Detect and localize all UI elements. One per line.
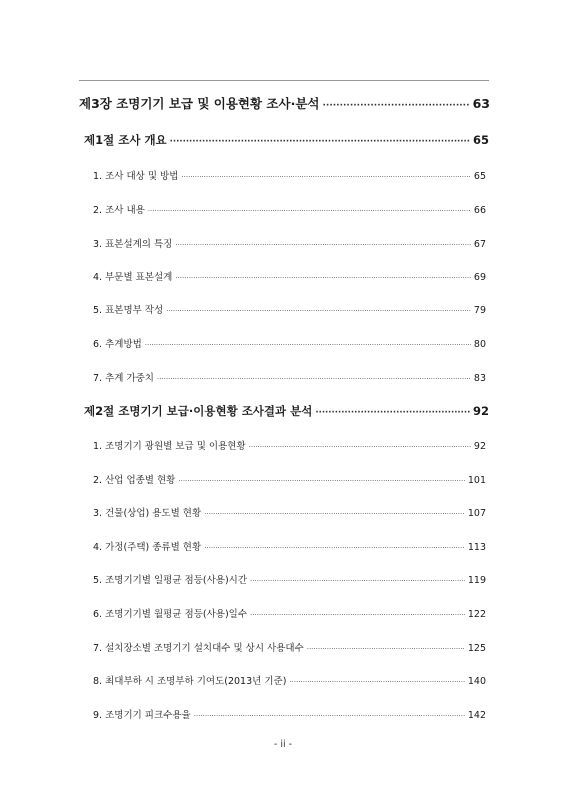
toc-chapter-3[interactable] [79,94,490,112]
item-page: 101 [467,475,486,486]
item-title: 5. 조명기기별 일평균 점등(사용)시간 [93,575,248,586]
dot-leader [204,511,465,518]
item-title: 4. 가정(주택) 종류별 현황 [93,542,202,553]
dot-leader [175,242,471,249]
toc-item[interactable] [93,673,486,687]
item-page: 67 [473,239,486,250]
toc-item[interactable] [93,302,486,316]
item-title: 9. 조명기기 피크수용율 [93,710,191,721]
item-page: 80 [473,339,486,350]
item-title: 1. 조사 대상 및 방법 [93,171,179,182]
dot-leader [289,679,464,686]
item-title: 3. 건물(상업) 용도별 현황 [93,508,202,519]
dot-leader [181,174,471,181]
item-page: 69 [473,272,486,283]
toc-item[interactable] [93,572,486,586]
toc-item[interactable] [93,707,486,721]
section-title: 제2절 조명기기 보급·이용현황 조사결과 분석 [84,404,313,418]
toc-item[interactable] [93,269,486,283]
item-title: 4. 부문별 표본설계 [93,272,173,283]
section-page: 65 [472,133,489,147]
item-title: 7. 추계 가중치 [93,373,154,384]
toc-section-2[interactable] [84,403,489,419]
item-page: 92 [473,441,486,452]
item-page: 66 [473,205,486,216]
item-page: 119 [467,575,486,586]
item-title: 6. 추계방법 [93,339,142,350]
item-page: 140 [467,676,486,687]
toc-item[interactable] [93,606,486,620]
dot-leader [178,478,464,485]
item-title: 7. 설치장소별 조명기기 설치대수 및 상시 사용대수 [93,643,304,654]
chapter-title: 제3장 조명기기 보급 및 이용현황 조사·분석 [79,96,320,111]
item-title: 2. 산업 업종별 현황 [93,475,176,486]
dot-leader [194,713,465,720]
toc-item[interactable] [93,336,486,350]
toc-item[interactable] [93,505,486,519]
item-page: 122 [467,609,486,620]
toc-item[interactable] [93,438,486,452]
dot-leader [315,409,470,418]
toc-item[interactable] [93,370,486,384]
section-title: 제1절 조사 개요 [84,133,167,147]
dot-leader [157,376,471,383]
dot-leader [250,578,465,585]
toc-item[interactable] [93,202,486,216]
item-page: 65 [473,171,486,182]
top-divider [79,80,489,81]
item-title: 2. 조사 내용 [93,205,145,216]
toc-item[interactable] [93,640,486,654]
dot-leader [148,208,471,215]
item-page: 79 [473,305,486,316]
item-title: 6. 조명기기별 월평균 점등(사용)일수 [93,609,248,620]
toc-item[interactable] [93,168,486,182]
item-page: 142 [467,710,486,721]
section-page: 92 [472,404,489,418]
dot-leader [170,138,470,147]
dot-leader [250,612,465,619]
item-page: 83 [473,373,486,384]
item-page: 107 [467,508,486,519]
dot-leader [175,275,471,282]
dot-leader [322,102,469,111]
toc-item[interactable] [93,472,486,486]
dot-leader [166,308,471,315]
toc-section-1[interactable] [84,132,489,148]
page-number: - ii - [273,739,293,750]
item-title: 3. 표본설계의 특징 [93,239,173,250]
item-page: 113 [467,542,486,553]
toc-item[interactable] [93,539,486,553]
dot-leader [307,646,465,653]
chapter-page: 63 [472,96,490,111]
dot-leader [145,342,471,349]
item-title: 5. 표본명부 작성 [93,305,164,316]
item-title: 1. 조명기기 광원별 보급 및 이용현황 [93,441,246,452]
item-page: 125 [467,643,486,654]
item-title: 8. 최대부하 시 조명부하 기여도(2013년 기준) [93,676,287,687]
dot-leader [204,545,465,552]
toc-item[interactable] [93,236,486,250]
dot-leader [249,444,471,451]
